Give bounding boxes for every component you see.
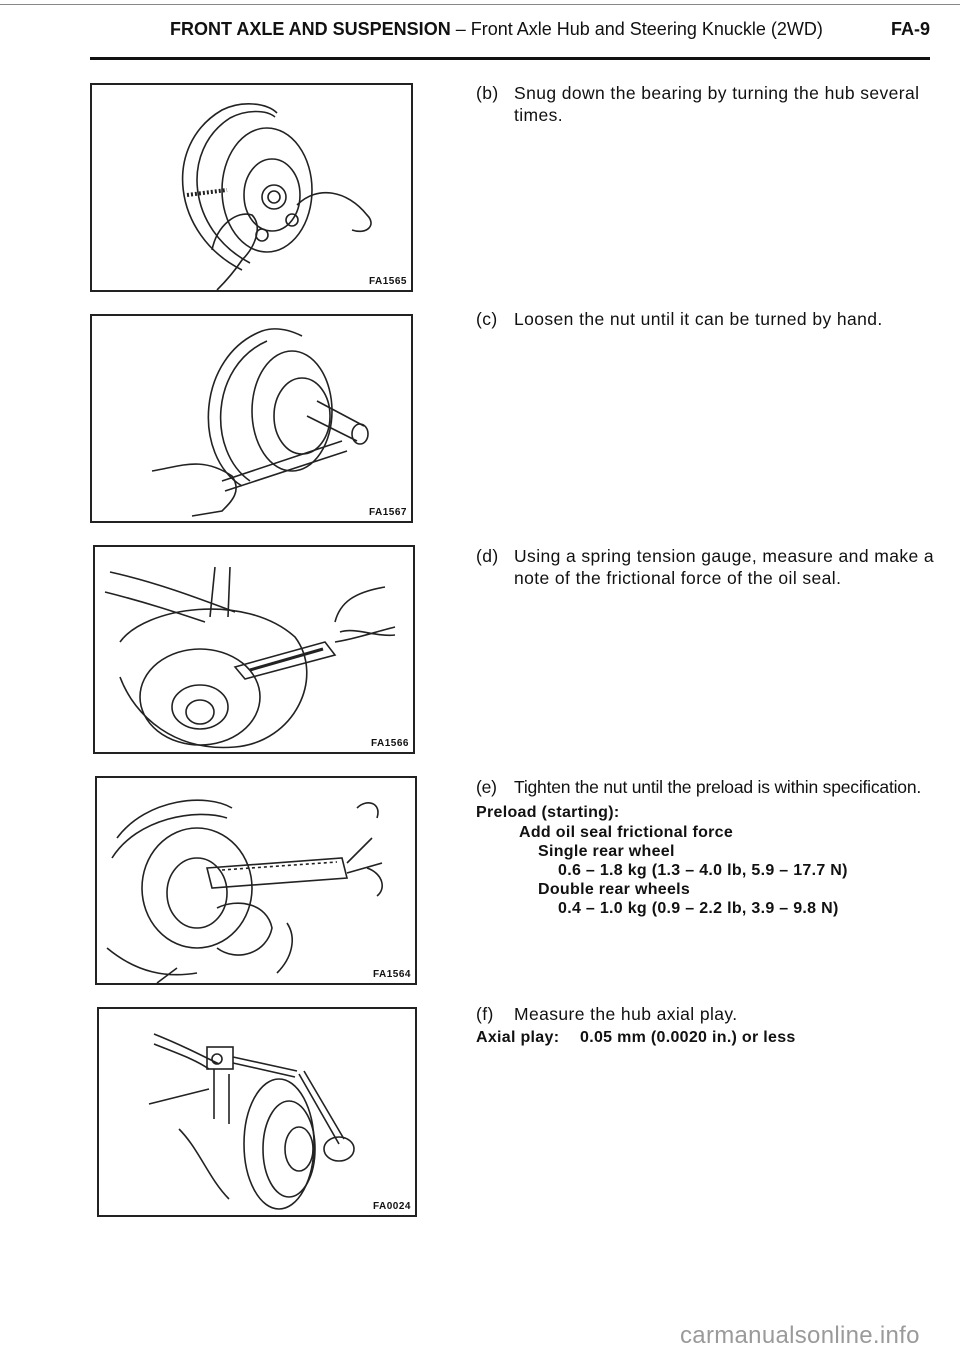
- dial-indicator-illustration: [99, 1009, 415, 1215]
- double-rear-wheels-value: 0.4 – 1.0 kg (0.9 – 2.2 lb, 3.9 – 9.8 N): [558, 900, 839, 917]
- step-e: [476, 776, 946, 800]
- figure-code: FA1565: [368, 276, 407, 287]
- subsection-title: – Front Axle Hub and Steering Knuckle (2WD): [450, 19, 823, 39]
- step-text-line2: times.: [514, 105, 564, 125]
- figure-loosen-nut: [90, 314, 413, 523]
- preload-heading: Preload (starting):: [476, 804, 620, 821]
- figure-dial-indicator-axial-play: [97, 1007, 417, 1217]
- page-number: FA-9: [890, 19, 930, 39]
- step-text-line1: Using a spring tension gauge, measure and make a: [514, 546, 934, 566]
- figure-code: FA1564: [372, 969, 411, 980]
- step-f: [476, 1003, 936, 1027]
- spring-gauge-preload-illustration: [97, 778, 415, 983]
- top-scan-rule: [0, 4, 960, 5]
- figure-code: FA1567: [368, 507, 407, 518]
- figure-code: FA0024: [372, 1201, 411, 1212]
- spring-gauge-oil-seal-illustration: [95, 547, 413, 752]
- single-rear-wheel-value: 0.6 – 1.8 kg (1.3 – 4.0 lb, 5.9 – 17.7 N): [558, 862, 848, 879]
- step-b: [476, 82, 936, 132]
- hub-turning-illustration: [92, 85, 411, 290]
- watermark: carmanualsonline.info: [680, 1322, 920, 1349]
- step-label: (d): [476, 546, 499, 566]
- double-rear-wheels-label: Double rear wheels: [538, 881, 691, 898]
- step-text-line2: note of the frictional force of the oil seal.: [514, 568, 842, 588]
- step-text-line1: Tighten the nut until the preload is within specification.: [514, 777, 922, 797]
- step-label: (f): [476, 1004, 494, 1024]
- section-title: FRONT AXLE AND SUSPENSION: [170, 19, 451, 39]
- step-c: [476, 308, 936, 332]
- step-text-line1: Loosen the nut until it can be turned by hand.: [514, 309, 883, 329]
- loosen-nut-illustration: [92, 316, 411, 521]
- axial-play-value: 0.05 mm (0.0020 in.) or less: [580, 1029, 796, 1046]
- step-label: (c): [476, 309, 498, 329]
- page-title: [170, 19, 823, 40]
- figure-hub-turning: [90, 83, 413, 292]
- preload-note: Add oil seal frictional force: [519, 824, 734, 841]
- step-text-line1: Snug down the bearing by turning the hub several: [514, 83, 920, 103]
- step-d: [476, 545, 936, 595]
- step-label: (b): [476, 83, 499, 103]
- figure-code: FA1566: [370, 738, 409, 749]
- figure-spring-gauge-preload: [95, 776, 417, 985]
- step-label: (e): [476, 777, 497, 797]
- figure-spring-gauge-oil-seal: [93, 545, 415, 754]
- axial-play-label: Axial play:: [476, 1029, 560, 1046]
- step-text-line1: Measure the hub axial play.: [514, 1004, 738, 1024]
- header-divider: [90, 57, 930, 60]
- single-rear-wheel-label: Single rear wheel: [538, 843, 675, 860]
- page-header: [170, 12, 930, 40]
